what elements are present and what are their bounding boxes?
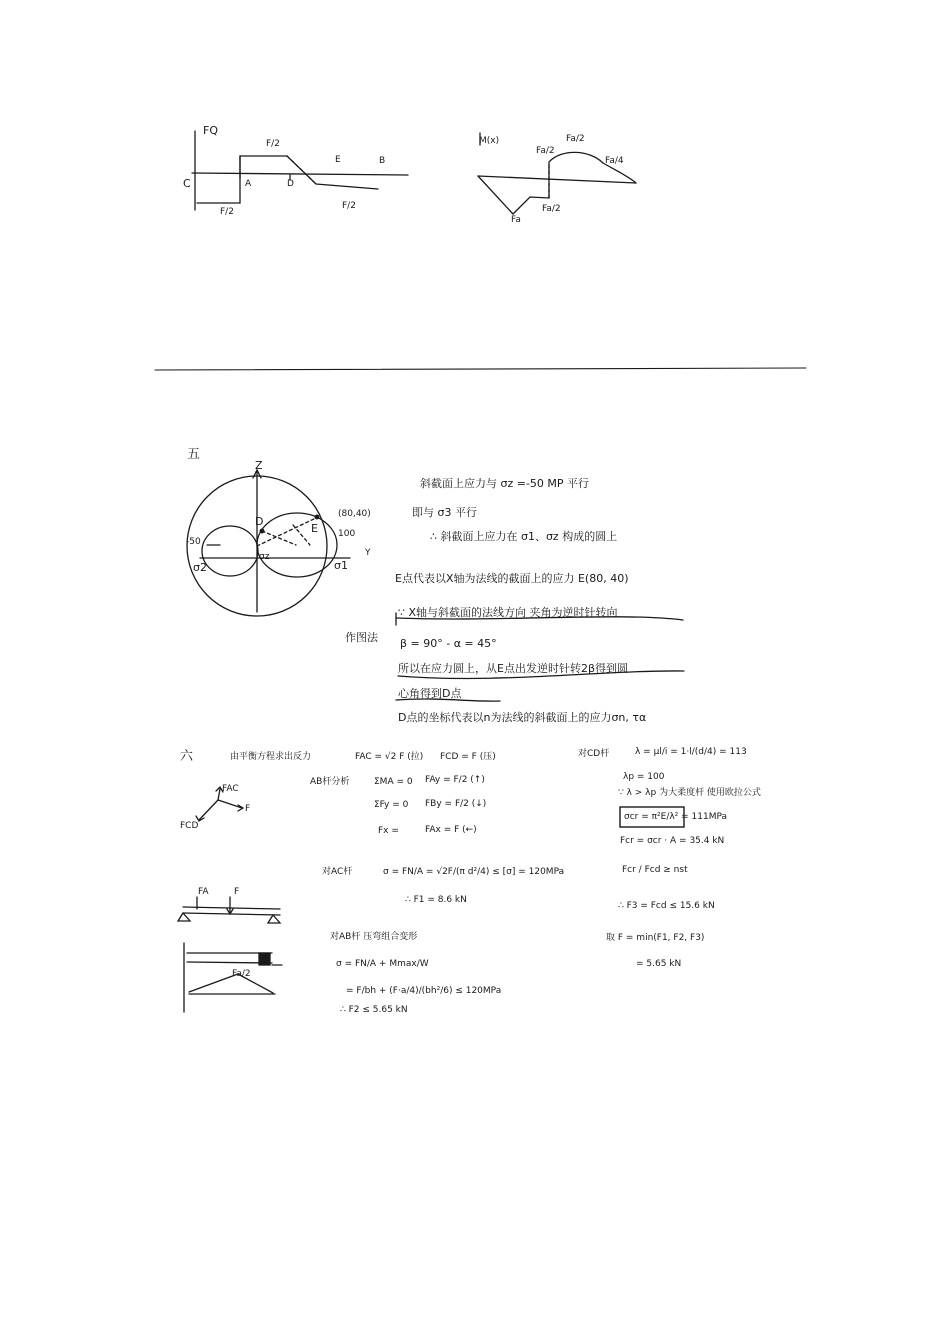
- left-value-label: -50: [186, 537, 201, 547]
- point-b-label: B: [379, 156, 386, 166]
- s5-line-8: 心角得到D点: [398, 687, 462, 700]
- graphic-method-label: 作图法: [345, 631, 378, 644]
- s5-line-7: 所以在应力圆上，从E点出发逆时针转2β得到圆: [398, 662, 628, 675]
- moment-value-2: Fa/2: [566, 134, 585, 144]
- s6-ac-result: ∴ F1 = 8.6 kN: [405, 895, 467, 905]
- s6-lambda-p: λp = 100: [623, 772, 665, 782]
- fbd-fac-label: FAC: [222, 784, 239, 794]
- s5-line-9: D点的坐标代表以n为法线的斜截面上的应力σn, τα: [398, 711, 647, 724]
- s6-ab-eq1: σ = FN/A + Mmax/W: [336, 959, 429, 969]
- s6-eq2b: FBy = F/2 (↓): [425, 799, 487, 809]
- point-e-label: E: [311, 522, 318, 535]
- point-c-label: C: [183, 177, 191, 190]
- shear-axis-label: FQ: [203, 124, 218, 137]
- moment-hump-label: Fa/2: [232, 969, 251, 979]
- s6-ac-label: 对AC杆: [322, 867, 353, 877]
- s6-eq3a: Fx =: [378, 826, 399, 836]
- s6-ab-eq2: = F/bh + (F·a/4)/(bh²/6) ≤ 120MPa: [346, 986, 502, 996]
- left-circle: [202, 526, 258, 576]
- point-d-label: D: [287, 179, 294, 189]
- s6-fcd: FCD = F (压): [440, 752, 496, 762]
- s5-line-5: ∵ X轴与斜截面的法线方向 夹角为逆时针转向: [398, 606, 618, 619]
- s6-ab-result: ∴ F2 ≤ 5.65 kN: [340, 1005, 408, 1015]
- fbd-f-label: F: [245, 804, 251, 814]
- moment-value-5: Fa/2: [542, 204, 561, 214]
- right-circle: [257, 513, 337, 577]
- s6-fcr: Fcr = σcr · A = 35.4 kN: [620, 836, 725, 846]
- section-6-label: 六: [180, 749, 194, 764]
- s5-line-3: ∴ 斜截面上应力在 σ1、σz 构成的圆上: [430, 530, 618, 543]
- sigma2-label: σ2: [193, 561, 207, 574]
- s6-fac: FAC = √2 F (拉): [355, 752, 424, 762]
- sigmaz-label: σz: [259, 552, 270, 562]
- s6-f3: ∴ F3 = Fcd ≤ 15.6 kN: [618, 901, 715, 911]
- moment-value-1: Fa/2: [536, 146, 555, 156]
- s6-ab-label: 对AB杆 压弯组合变形: [330, 932, 418, 942]
- moment-baseline: [478, 176, 636, 183]
- point-d-label: D: [255, 515, 264, 528]
- moment-curve-1: [478, 163, 549, 214]
- shear-diagram: [192, 131, 408, 210]
- sigma1-label: σ1: [334, 559, 348, 572]
- point-e-label: E: [335, 155, 341, 165]
- s6-eq2a: ΣFy = 0: [374, 800, 409, 810]
- beam-f-label: F: [234, 887, 240, 897]
- s6-eq1a: ΣMA = 0: [374, 777, 413, 787]
- scale-label: 100: [338, 529, 356, 539]
- fbd-fcd-label: FCD: [180, 821, 199, 831]
- z-axis-label: Z: [255, 459, 263, 472]
- s6-ratio: Fcr / Fcd ≥ nst: [622, 865, 688, 875]
- shear-value-bottom-right: F/2: [342, 201, 356, 211]
- s6-intro: 由平衡方程求出反力: [230, 752, 312, 762]
- s6-take-min: 取 F = min(F1, F2, F3): [606, 933, 705, 943]
- s6-final-result: = 5.65 kN: [636, 959, 682, 969]
- moment-value-4: Fa: [511, 215, 521, 225]
- shear-value-top: F/2: [266, 139, 280, 149]
- s6-eq1b: FAy = F/2 (↑): [425, 775, 485, 785]
- beam-fa-label: FA: [198, 887, 209, 897]
- moment-value-3: Fa/4: [605, 156, 624, 166]
- s5-line-6: β = 90° - α = 45°: [400, 637, 497, 650]
- mohr-circle-figure: [187, 470, 350, 616]
- s6-cd-title: 对CD杆: [578, 749, 610, 759]
- moment-diagram: [478, 133, 636, 214]
- s6-lambda: λ = μl/i = 1·l/(d/4) = 113: [635, 747, 747, 757]
- s5-line-2: 即与 σ3 平行: [412, 506, 477, 519]
- s6-ac-eq: σ = FN/A = √2F/(π d²/4) ≤ [σ] = 120MPa: [383, 867, 565, 877]
- s5-line-4: E点代表以X轴为法线的截面上的应力 E(80, 40): [395, 572, 629, 585]
- section-separator: [155, 368, 806, 370]
- section-5-label: 五: [187, 447, 201, 462]
- s6-condition: ∵ λ > λp 为大柔度杆 使用欧拉公式: [618, 788, 761, 798]
- s6-sigma-cr: σcr = π²E/λ² = 111MPa: [624, 812, 728, 822]
- moment-axis-label: M(x): [479, 136, 500, 146]
- side-mark: Y: [365, 548, 371, 558]
- shear-baseline: [192, 173, 408, 175]
- s6-ab-analysis: AB杆分析: [310, 777, 350, 787]
- s5-line-1: 斜截面上应力与 σz =-50 MP 平行: [420, 477, 590, 490]
- s6-eq3b: FAx = F (←): [425, 825, 477, 835]
- point-a-label: A: [245, 179, 252, 189]
- shear-value-bottom-left: F/2: [220, 207, 234, 217]
- beam-diagram: [178, 897, 280, 923]
- point-e-coords: (80,40): [338, 509, 371, 519]
